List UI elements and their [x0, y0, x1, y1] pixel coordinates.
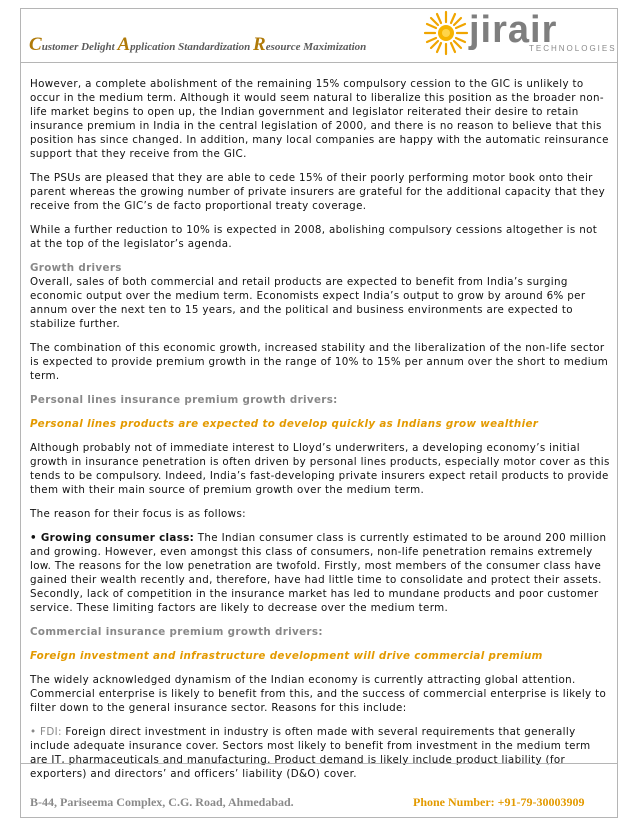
tagline-initial-c: C — [29, 34, 42, 55]
paragraph: The PSUs are pleased that they are able to cede 15% of their poorly performing motor book onto their parent whereas the growing number of private insurers are grateful for the additional capacity that they receive from the GIC’s de facto proportional treaty coverage. — [30, 172, 606, 212]
sun-icon — [423, 10, 469, 56]
page-header — [20, 8, 618, 63]
paragraph: The combination of this economic growth, increased stability and the liberalization of the non-life sector is expected to provide premium growth in the range of 10% to 15% per annum over the short to medium term. — [30, 342, 609, 382]
paragraph-text: Overall, sales of both commercial and retail products are expected to benefit from India’s surging economic output over the medium term. Economists expect India’s output to grow by around 6% per annum over the next ten to 15 years, and the political and business environments are expected to stabilize further. — [30, 276, 586, 330]
tagline-word-customer-delight: ustomer Delight — [41, 41, 118, 53]
section-heading: Commercial insurance premium growth drivers: — [30, 626, 323, 638]
footer-divider — [20, 763, 618, 764]
tagline-initial-r: R — [253, 34, 266, 55]
bullet-item — [30, 531, 610, 615]
paragraph: The widely acknowledged dynamism of the Indian economy is currently attracting global attention. Commercial enterprise is likely to benefit from this, and the success of commercial enterprise is likely to filter down to the general insurance sector. Reasons for this include: — [30, 674, 607, 714]
footer-phone: Phone Number: +91-79-30003909 — [413, 795, 585, 809]
logo-wordmark: jirair — [469, 9, 558, 51]
paragraph: However, a complete abolishment of the remaining 15% compulsory cession to the GIC is unlikely to occur in the medium term. Although it would seem natural to liberalize this position as the broader non-life market begins to open up, the Indian government and legislator reiterated their desire to retain insurance premium in India in the central legislation of 2000, and there is no reason to believe that this position has since changed. In addition, many local companies are happy with the automatic reinsurance support that they receive from the GIC. — [30, 78, 609, 160]
paragraph: Although probably not of immediate interest to Lloyd’s underwriters, a developing economy’s initial growth in insurance penetration is often driven by personal lines products, especially motor cover as this tends to be compulsory. Indeed, India’s fast-developing private insurers expect retail products to provide them with their main source of premium growth over the medium term. — [30, 442, 610, 496]
tagline-word-application-standardization: pplication Standardization — [130, 41, 254, 53]
section-heading: Growth drivers — [30, 262, 122, 274]
bullet-item — [30, 725, 610, 781]
bullet-text: The Indian consumer class is currently estimated to be around 200 million and growing. However, even amongst this class of consumers, non-life penetration remains extremely low. The reasons for the low penetration are twofold. Firstly, most members of the consumer class have gained their wealth recently and, therefore, have had little time to consolidate and protect their assets. Secondly, lack of competition in the insurance market has led to mundane products and poor customer service. These limiting factors are likely to decrease over the medium term. — [30, 532, 607, 614]
footer-address: B-44, Pariseema Complex, C.G. Road, Ahmedabad. — [30, 795, 294, 809]
header-divider — [20, 62, 618, 63]
paragraph: While a further reduction to 10% is expected in 2008, abolishing compulsory cessions altogether is not at the top of the legislator’s agenda. — [30, 224, 598, 250]
document-body — [30, 77, 610, 791]
bullet-text: Foreign direct investment in industry is often made with several requirements that generally include adequate insurance cover. Sectors most likely to benefit from investment in the medium term are IT, pharmaceuticals and manufacturing. Product demand is likely include product liability (for exporters) and directors’ and officers’ liability (D&O) cover. — [30, 726, 591, 780]
section-heading: Personal lines insurance premium growth drivers: — [30, 394, 338, 406]
tagline-word-resource-maximization: esource Maximization — [265, 41, 367, 53]
subsection-heading: Personal lines products are expected to develop quickly as Indians grow wealthier — [30, 418, 539, 430]
subsection-heading: Foreign investment and infrastructure development will drive commercial premium — [30, 650, 543, 662]
company-tagline — [29, 34, 366, 56]
paragraph: The reason for their focus is as follows: — [30, 508, 246, 520]
logo-subtitle: TECHNOLOGIES — [529, 44, 617, 53]
tagline-initial-a: A — [117, 34, 131, 55]
growth-drivers-section — [30, 261, 610, 331]
bullet-label: • Growing consumer class: — [30, 532, 195, 544]
company-logo — [423, 9, 617, 58]
bullet-label: • FDI: — [30, 726, 62, 738]
